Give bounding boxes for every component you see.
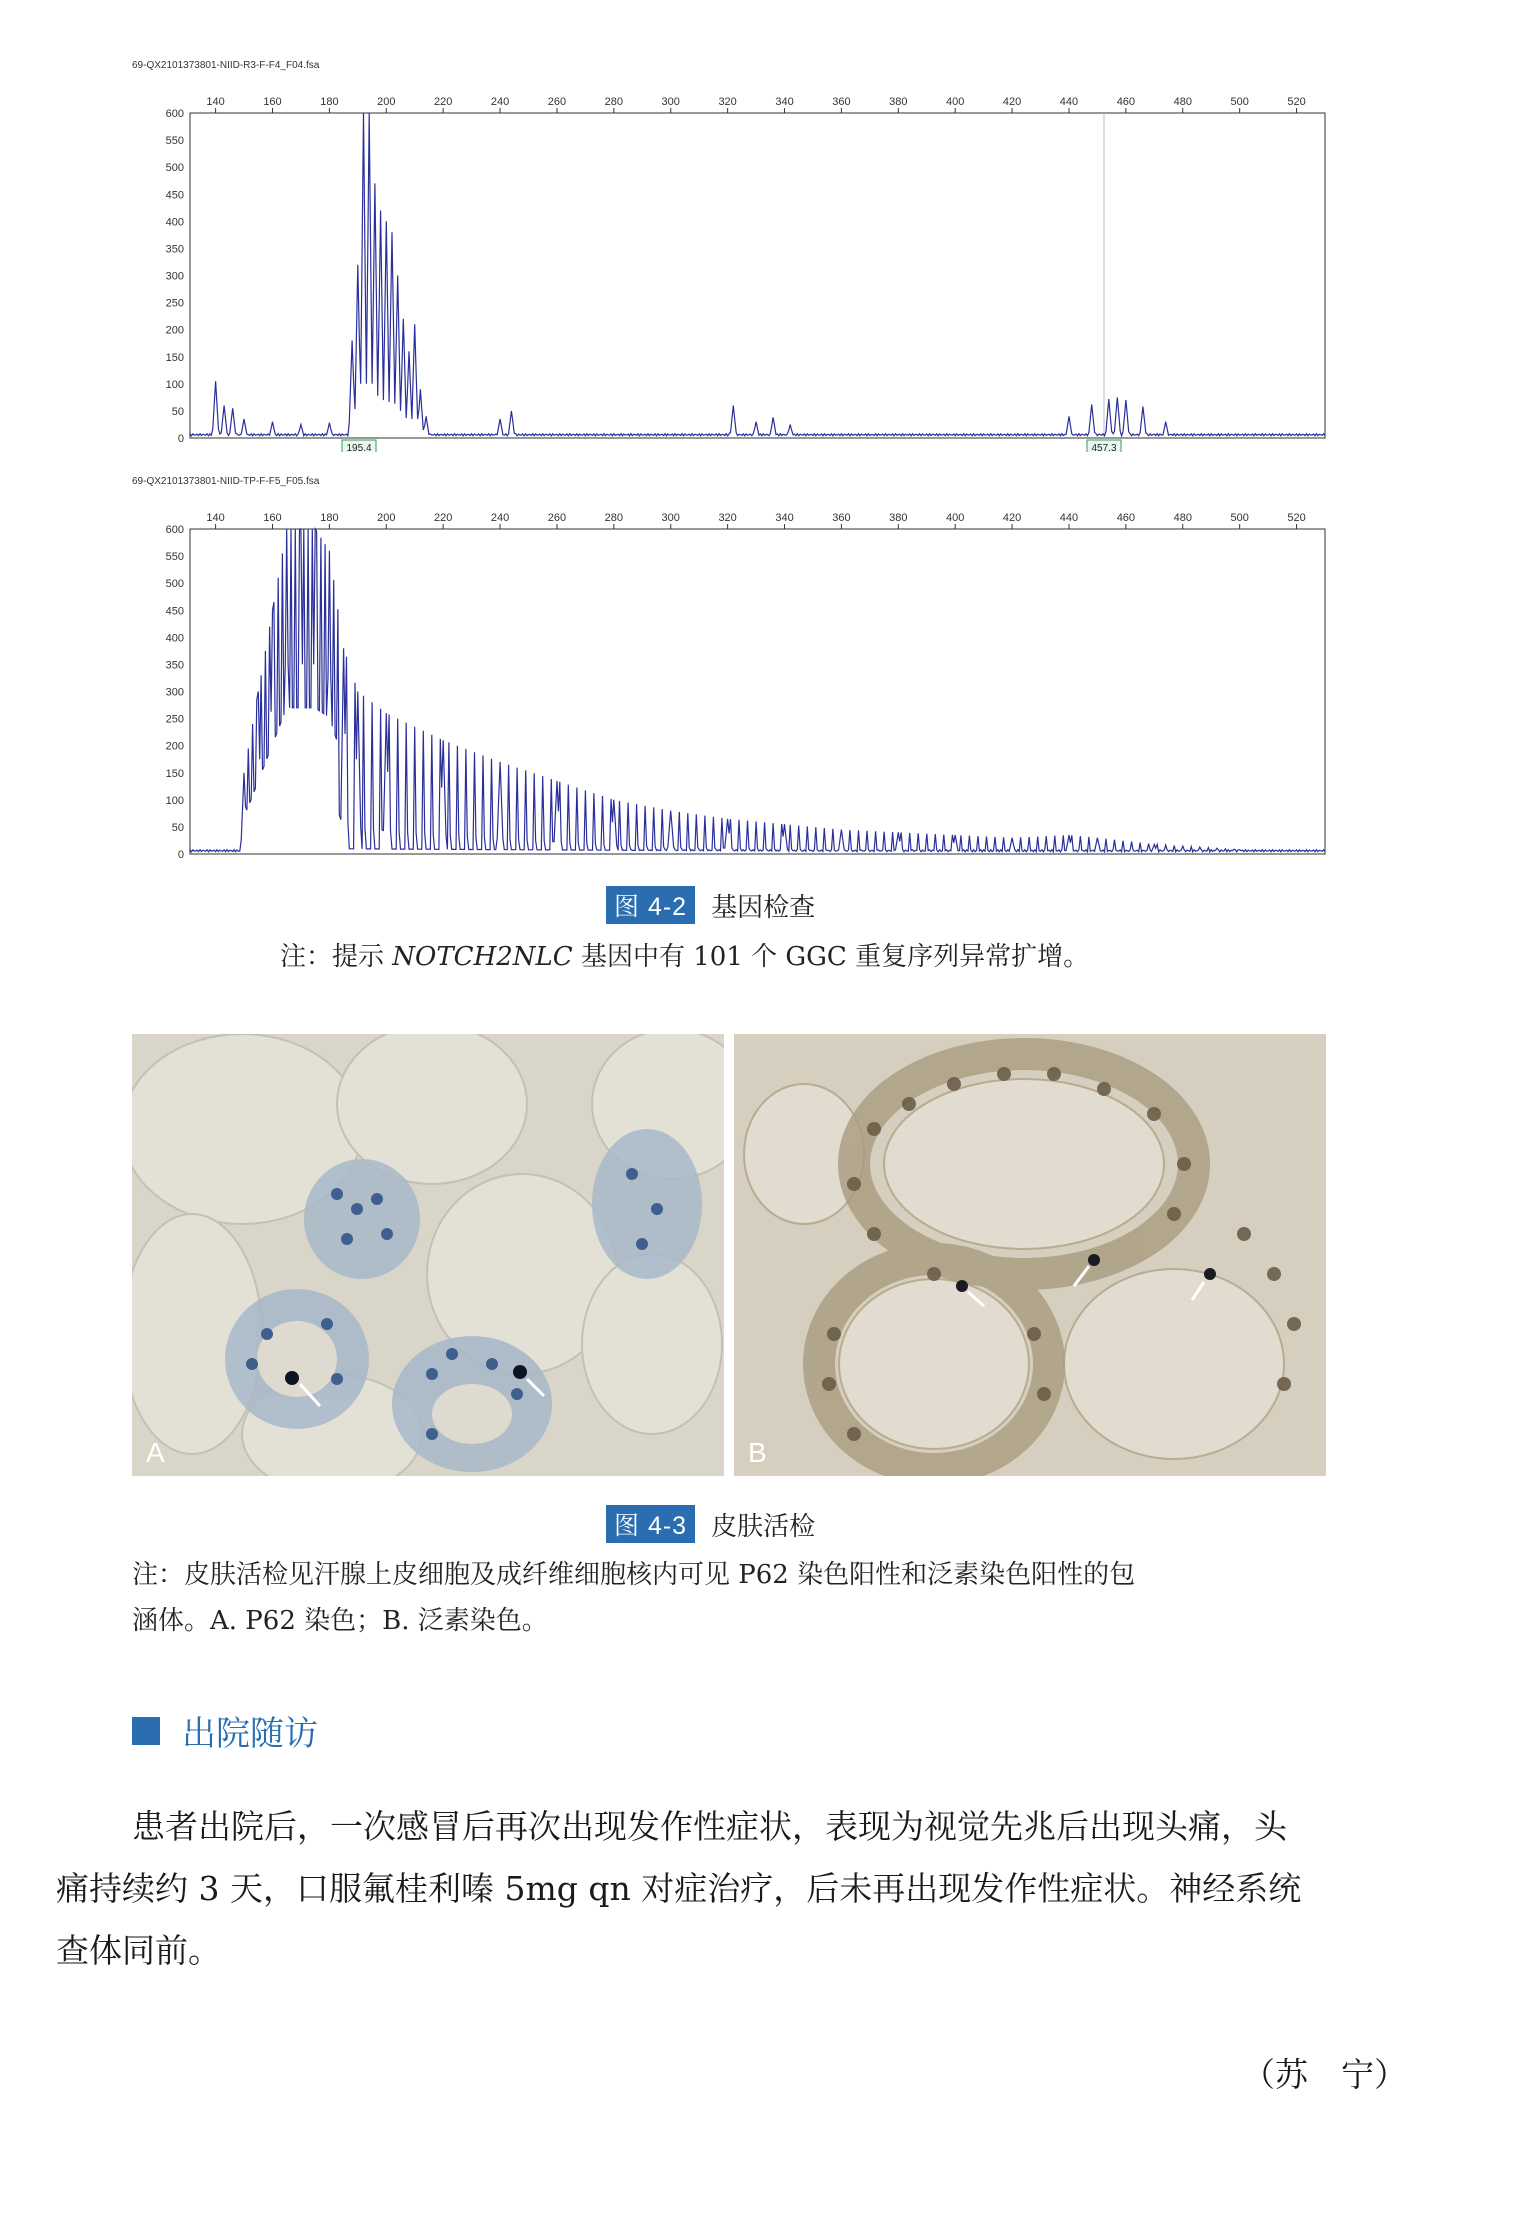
x-tick-label: 460 (1116, 96, 1136, 108)
x-tick-label: 160 (263, 512, 282, 524)
figure-4-2-title: 基因检查 (711, 891, 816, 922)
trace-2-file-label: 69-QX2101373801-NIID-TP-F-F5_F05.fsa (132, 476, 320, 487)
y-tick-label: 550 (165, 551, 184, 564)
x-tick-label: 160 (263, 96, 282, 108)
y-tick-label: 150 (165, 351, 184, 364)
x-tick-label: 260 (547, 512, 567, 524)
trace-1-peak-marker-2 (1087, 440, 1121, 452)
y-tick-label: 600 (165, 108, 184, 120)
x-tick-label: 360 (832, 512, 851, 524)
y-tick-label: 400 (165, 632, 184, 645)
y-tick-label: 50 (171, 821, 184, 834)
x-tick-label: 140 (206, 512, 225, 524)
x-tick-label: 520 (1287, 512, 1306, 524)
panel-b-label: B (748, 1437, 767, 1468)
y-tick-label: 150 (165, 767, 184, 780)
x-tick-label: 320 (718, 512, 737, 524)
figure-4-2-number: 图 4-2 (606, 886, 695, 924)
y-tick-label: 50 (171, 405, 184, 418)
y-tick-label: 450 (165, 189, 184, 202)
x-tick-label: 320 (718, 96, 737, 108)
x-tick-label: 380 (889, 512, 908, 524)
y-tick-label: 100 (165, 378, 184, 391)
x-tick-label: 440 (1059, 512, 1079, 524)
y-tick-label: 450 (165, 605, 184, 618)
paragraph-line-2: 痛持续约 3 天，口服氟桂利嗪 5mg qn 对症治疗，后未再出现发作性症状。神经系统 (56, 1869, 1302, 1908)
y-tick-label: 0 (177, 433, 184, 445)
x-tick-label: 200 (377, 512, 396, 524)
panel-a-image (132, 1034, 724, 1476)
y-tick-label: 350 (165, 243, 184, 256)
y-tick-label: 600 (165, 524, 184, 536)
x-tick-label: 380 (889, 96, 908, 108)
trace-1-file-label: 69-QX2101373801-NIID-R3-F-F4_F04.fsa (132, 60, 320, 71)
y-tick-label: 500 (165, 578, 184, 591)
trace-2-chart (150, 506, 1350, 866)
svg-text:457.3: 457.3 (1091, 443, 1117, 452)
x-tick-label: 180 (320, 96, 339, 108)
section-heading (132, 1706, 318, 1755)
y-tick-label: 0 (177, 849, 184, 861)
x-tick-label: 240 (490, 512, 510, 524)
note-suffix: 基因中有 101 个 GGC 重复序列异常扩增。 (572, 942, 1090, 972)
note-gene-name: NOTCH2NLC (392, 942, 573, 972)
x-tick-label: 340 (775, 512, 794, 524)
trace-2-signal (190, 529, 1325, 852)
figure-4-3-note-line-2: 涵体。A. P62 染色；B. 泛素染色。 (132, 1606, 548, 1636)
x-tick-label: 500 (1230, 512, 1249, 524)
panel-a-label: A (146, 1437, 165, 1468)
x-tick-label: 440 (1059, 96, 1079, 108)
x-tick-label: 500 (1230, 96, 1249, 108)
y-tick-label: 250 (165, 713, 184, 726)
x-tick-label: 460 (1116, 512, 1136, 524)
x-tick-label: 220 (433, 512, 453, 524)
y-tick-label: 400 (165, 216, 184, 229)
x-tick-label: 280 (604, 96, 624, 108)
section-bullet-icon (132, 1717, 160, 1745)
panel-b-image (734, 1034, 1326, 1476)
y-tick-label: 350 (165, 659, 184, 672)
svg-text:195.4: 195.4 (346, 443, 372, 452)
trace-1-peak-marker-1 (342, 440, 376, 452)
x-tick-label: 480 (1173, 512, 1192, 524)
y-tick-label: 550 (165, 135, 184, 148)
x-tick-label: 420 (1002, 96, 1022, 108)
y-tick-label: 200 (165, 324, 184, 337)
note-prefix: 注：提示 (280, 942, 393, 972)
x-tick-label: 400 (946, 96, 965, 108)
x-tick-label: 220 (433, 96, 453, 108)
y-tick-label: 100 (165, 794, 184, 807)
figure-4-3-number: 图 4-3 (606, 1505, 695, 1543)
x-tick-label: 340 (775, 96, 794, 108)
x-tick-label: 200 (377, 96, 396, 108)
y-tick-label: 500 (165, 162, 184, 175)
x-tick-label: 180 (320, 512, 339, 524)
y-tick-label: 300 (165, 686, 184, 699)
y-tick-label: 250 (165, 297, 184, 310)
x-tick-label: 300 (661, 512, 680, 524)
trace-1-signal (190, 113, 1325, 436)
x-tick-label: 480 (1173, 96, 1192, 108)
author-signature: （苏 宁） (1242, 2055, 1407, 2094)
x-tick-label: 140 (206, 96, 225, 108)
x-tick-label: 300 (661, 96, 680, 108)
x-tick-label: 360 (832, 96, 851, 108)
x-tick-label: 260 (547, 96, 567, 108)
paragraph-line-3: 查体同前。 (56, 1931, 221, 1970)
y-tick-label: 200 (165, 740, 184, 753)
figure-4-2-caption (606, 886, 815, 924)
section-title: 出院随访 (182, 1715, 318, 1753)
figure-4-3-title: 皮肤活检 (711, 1510, 816, 1541)
x-tick-label: 520 (1287, 96, 1306, 108)
figure-4-3-note-line-1: 注：皮肤活检见汗腺上皮细胞及成纤维细胞核内可见 P62 染色阳性和泛素染色阳性的包 (132, 1560, 1136, 1590)
x-tick-label: 280 (604, 512, 624, 524)
x-tick-label: 240 (490, 96, 510, 108)
figure-4-3-caption (606, 1505, 815, 1543)
trace-1-chart (150, 90, 1350, 452)
figure-4-2-note (280, 934, 1089, 980)
paragraph-line-1: 患者出院后，一次感冒后再次出现发作性症状，表现为视觉先兆后出现头痛，头 (132, 1807, 1287, 1846)
x-tick-label: 400 (946, 512, 965, 524)
y-tick-label: 300 (165, 270, 184, 283)
x-tick-label: 420 (1002, 512, 1022, 524)
